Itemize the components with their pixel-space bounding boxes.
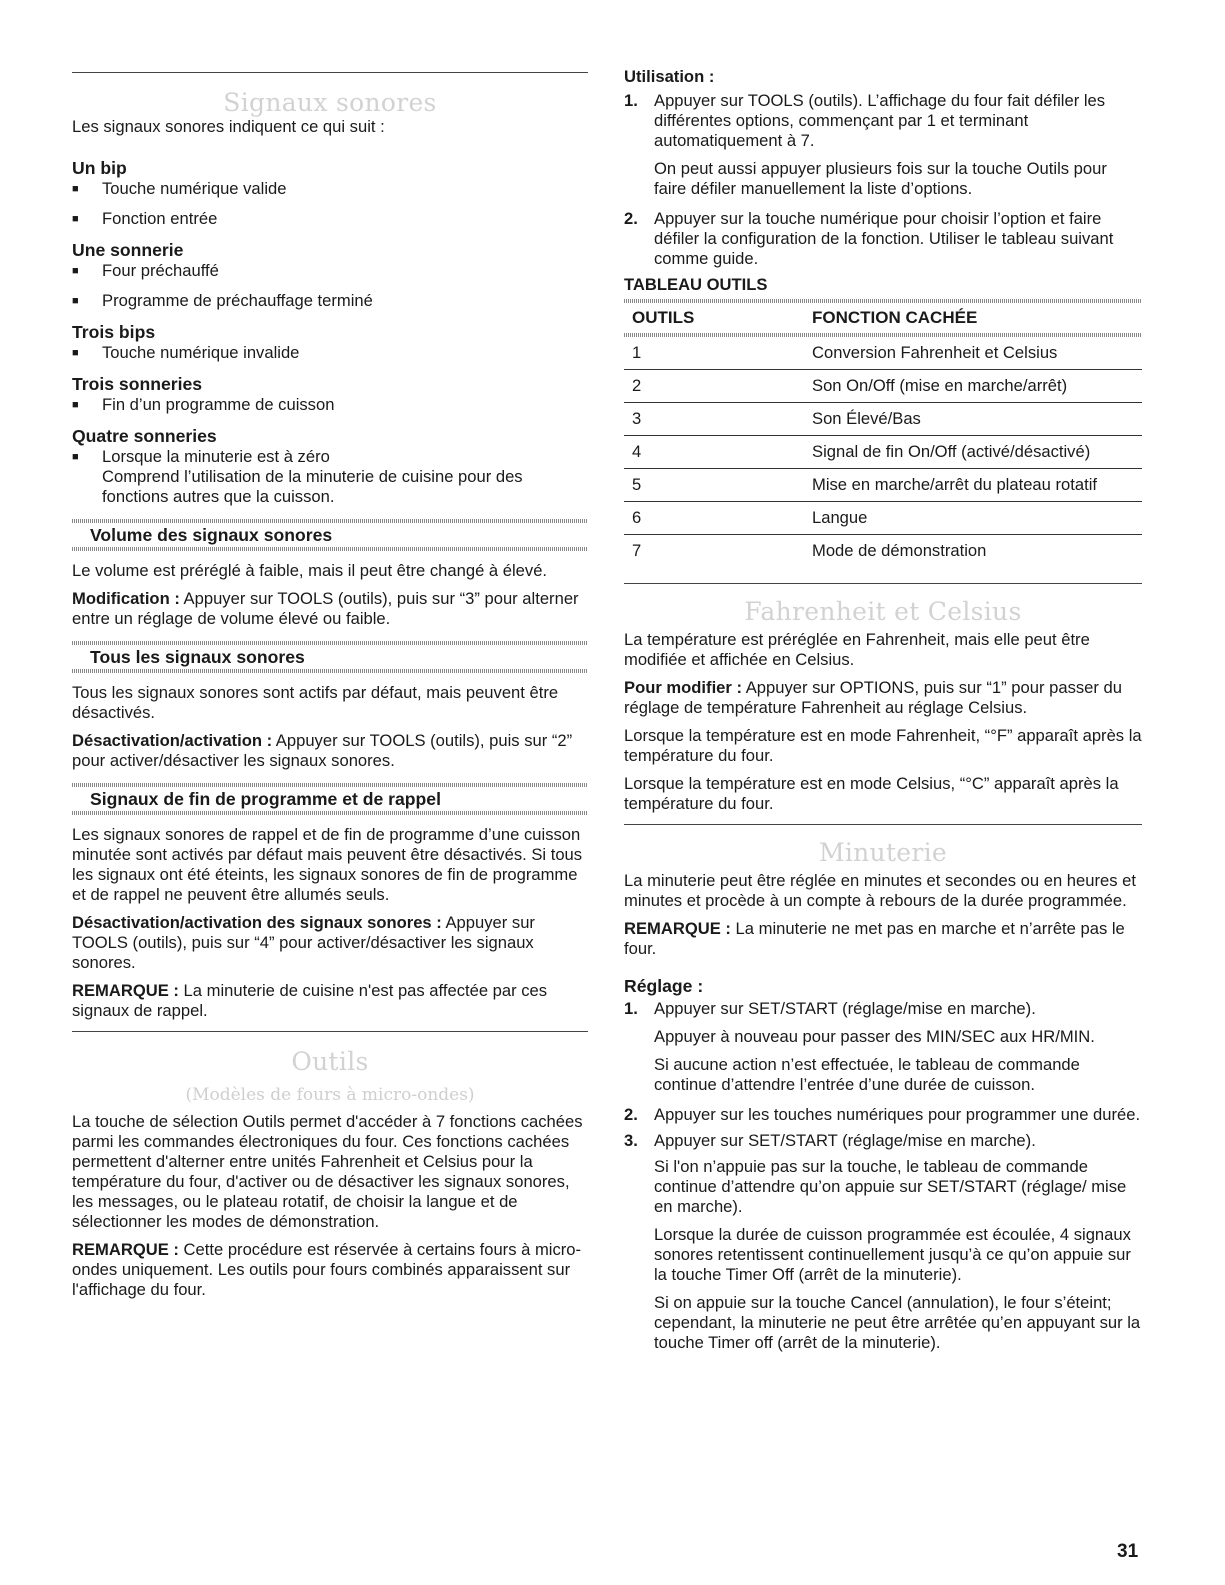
table-row	[624, 436, 1142, 469]
page-number: 31	[1117, 1541, 1139, 1562]
list-item: ■ Touche numérique invalide	[72, 343, 588, 363]
section-divider	[624, 583, 1142, 584]
bold-label: Désactivation/activation des signaux sonores :	[72, 913, 442, 932]
step-number: 1.	[624, 999, 638, 1018]
group-heading: Trois bips	[72, 322, 156, 342]
step-number: 1.	[624, 91, 638, 110]
table-cell: 4	[624, 436, 812, 469]
list-item: ■ Programme de préchauffage terminé	[72, 291, 588, 311]
fahrenheit-p2: Lorsque la température est en mode Fahrenheit, “°F” apparaît après la température du four.	[624, 726, 1142, 765]
tools-table-body	[624, 337, 1142, 567]
subsection-heading: Volume des signaux sonores	[90, 525, 333, 545]
column-header: FONCTION CACHÉE	[812, 308, 978, 327]
list-item: ■ Four préchauffé	[72, 261, 588, 281]
reglage-heading: Réglage :	[624, 976, 704, 996]
table-cell: Mode de démonstration	[812, 541, 987, 560]
outils-text: La touche de sélection Outils permet d'accéder à 7 fonctions cachées parmi les commandes électroniques du four. Ces fonctions cachées permettent d'alterner entre unités Fahrenheit et Celsius pour la température du four, d'activer ou de désactiver les signaux sonores, les messages, ou le plateau rotatif, de choisir la langue et de sélectionner les modes de démonstration.	[72, 1112, 583, 1231]
step-text: Appuyer sur TOOLS (outils). L’affichage du four fait défiler les différentes options, commençant par 1 et terminant automatiquement à 7.	[654, 91, 1106, 150]
list-item	[72, 447, 588, 507]
group-un-bip	[72, 157, 588, 229]
fahrenheit-text: La température est préréglée en Fahrenheit, mais elle peut être modifiée et affichée en Celsius.	[624, 630, 1090, 669]
section-title-outils: Outils	[291, 1047, 369, 1076]
step-number: 3.	[624, 1131, 638, 1150]
group-trois-bips	[72, 321, 588, 363]
bold-label: REMARQUE :	[72, 1240, 179, 1259]
table-row	[624, 403, 1142, 436]
step-subtext: On peut aussi appuyer plusieurs fois sur la touche Outils pour faire défiler manuellement la liste d’options.	[654, 159, 1107, 198]
table-cell: Son Élevé/Bas	[812, 403, 1142, 436]
step-subtext: Si aucune action n’est effectuée, le tableau de commande continue d’attendre l’entrée d’une durée de cuisson.	[654, 1055, 1080, 1094]
table-cell: 5	[624, 469, 812, 502]
section-divider	[624, 824, 1142, 825]
table-cell: 2	[624, 370, 812, 403]
table-cell: Conversion Fahrenheit et Celsius	[812, 337, 1142, 370]
section-divider	[72, 72, 588, 73]
label-text: Appuyer sur TOOLS (outils), puis sur “3” pour alterner entre un réglage de volume élevé ou faible.	[72, 589, 579, 628]
table-header-row	[624, 303, 1142, 333]
section-divider	[72, 1031, 588, 1032]
list-item-extra: Comprend l’utilisation de la minuterie de cuisine pour des fonctions autres que la cuisson.	[102, 467, 523, 506]
section-title-minuterie: Minuterie	[818, 838, 948, 867]
list-item-text: Lorsque la minuterie est à zéro	[102, 447, 330, 466]
boxed-heading-tous	[72, 641, 588, 673]
label-text: La minuterie de cuisine n'est pas affectée par ces signaux de rappel.	[72, 981, 548, 1020]
step-subtext: Si l'on n’appuie pas sur la touche, le tableau de commande continue d’attendre qu’on appuie sur SET/START (réglage/ mise en marche).	[654, 1157, 1127, 1216]
table-cell: 1	[624, 337, 812, 370]
step-item	[624, 91, 1142, 199]
table-cell: 6	[624, 502, 812, 535]
table-row	[624, 469, 1142, 502]
label-text: Appuyer sur OPTIONS, puis sur “1” pour passer du réglage de température Fahrenheit au réglage Celsius.	[624, 678, 1122, 717]
tous-text: Tous les signaux sonores sont actifs par défaut, mais peuvent être désactivés.	[72, 683, 559, 722]
table-caption: TABLEAU OUTILS	[624, 275, 768, 294]
label-text: Appuyer sur TOOLS (outils), puis sur “4” pour activer/désactiver les signaux sonores.	[72, 913, 535, 972]
section-title-fahrenheit: Fahrenheit et Celsius	[744, 597, 1022, 626]
rappel-text: Les signaux sonores de rappel et de fin de programme d’une cuisson minutée sont activés par défaut mais peuvent être désactivés. Si tous les signaux ont été éteints, les signaux sonores de fin de programme et de rappel ne peuvent être allumés seuls.	[72, 825, 583, 904]
volume-modification	[72, 589, 588, 629]
table-row	[624, 370, 1142, 403]
step-number: 2.	[624, 1105, 638, 1124]
group-heading: Un bip	[72, 158, 127, 178]
bold-label: Modification :	[72, 589, 180, 608]
step-subtext: Appuyer à nouveau pour passer des MIN/SEC aux HR/MIN.	[654, 1027, 1095, 1046]
group-une-sonnerie	[72, 239, 588, 311]
dotted-rule	[72, 669, 588, 673]
fahrenheit-modifier	[624, 678, 1142, 718]
table-row	[624, 535, 1142, 568]
list-item: ■ Fonction entrée	[72, 209, 588, 229]
step-item	[624, 999, 1142, 1095]
utilisation-steps	[624, 91, 1142, 269]
dotted-rule	[72, 547, 588, 551]
outils-note	[72, 1240, 588, 1300]
table-cell: Signal de fin On/Off (activé/désactivé)	[812, 436, 1142, 469]
section-title-signaux: Signaux sonores	[223, 88, 437, 117]
table-cell: Langue	[812, 502, 1142, 535]
boxed-heading-rappel	[72, 783, 588, 815]
section-subtitle-outils: (Modèles de fours à micro-ondes)	[185, 1085, 475, 1105]
step-item	[624, 1105, 1142, 1125]
list-item: ■ Fin d’un programme de cuisson	[72, 395, 588, 415]
fahrenheit-p3: Lorsque la température est en mode Celsius, “°C” apparaît après la température du four.	[624, 774, 1119, 813]
minuterie-note	[624, 919, 1142, 959]
utilisation-heading: Utilisation :	[624, 67, 715, 86]
left-column	[72, 0, 588, 1300]
group-trois-sonneries	[72, 373, 588, 415]
group-quatre-sonneries	[72, 425, 588, 507]
tous-activation	[72, 731, 588, 771]
step-text: Appuyer sur SET/START (réglage/mise en marche).	[654, 999, 1036, 1018]
tools-table	[624, 303, 1142, 333]
bold-label: REMARQUE :	[72, 981, 179, 1000]
step-subtext: Lorsque la durée de cuisson programmée est écoulée, 4 signaux sonores retentissent continuellement jusqu’à ce qu’on appuie sur la touche Timer Off (arrêt de la minuterie).	[654, 1225, 1131, 1284]
right-column	[624, 0, 1142, 1353]
subsection-heading: Signaux de fin de programme et de rappel	[90, 789, 441, 809]
table-cell: Mise en marche/arrêt du plateau rotatif	[812, 469, 1142, 502]
group-heading: Une sonnerie	[72, 240, 184, 260]
minuterie-text: La minuterie peut être réglée en minutes et secondes ou en heures et minutes et procède à un compte à rebours de la durée programmée.	[624, 871, 1136, 910]
step-text: Appuyer sur la touche numérique pour choisir l’option et faire défiler la configuration de la fonction. Utiliser le tableau suivant comme guide.	[654, 209, 1114, 268]
step-subtext: Si on appuie sur la touche Cancel (annulation), le four s’éteint; cependant, la minuterie ne peut être arrêtée qu’en appuyant sur la touche Timer off (arrêt de la minuterie).	[654, 1293, 1141, 1352]
rappel-activation	[72, 913, 588, 973]
label-text: Appuyer sur TOOLS (outils), puis sur “2” pour activer/désactiver les signaux sonores.	[72, 731, 573, 770]
step-number: 2.	[624, 209, 638, 228]
step-text: Appuyer sur les touches numériques pour programmer une durée.	[654, 1105, 1141, 1124]
signaux-intro: Les signaux sonores indiquent ce qui suit :	[72, 117, 385, 136]
subsection-heading: Tous les signaux sonores	[90, 647, 305, 667]
bold-label: REMARQUE :	[624, 919, 731, 938]
table-cell: 3	[624, 403, 812, 436]
table-cell: Son On/Off (mise en marche/arrêt)	[812, 370, 1142, 403]
group-heading: Trois sonneries	[72, 374, 203, 394]
step-item	[624, 1131, 1142, 1353]
column-header: OUTILS	[632, 308, 695, 327]
reglage-steps	[624, 999, 1142, 1353]
step-text: Appuyer sur SET/START (réglage/mise en marche).	[654, 1131, 1036, 1150]
bold-label: Pour modifier :	[624, 678, 743, 697]
table-cell: 7	[632, 541, 642, 560]
table-row	[624, 337, 1142, 370]
label-text: Cette procédure est réservée à certains fours à micro-ondes uniquement. Les outils pour fours combinés apparaissent sur l'affichage du four.	[72, 1240, 582, 1299]
list-item: ■ Touche numérique valide	[72, 179, 588, 199]
rappel-note	[72, 981, 588, 1021]
group-heading: Quatre sonneries	[72, 426, 217, 446]
table-row	[624, 502, 1142, 535]
boxed-heading-volume	[72, 519, 588, 551]
step-item	[624, 209, 1142, 269]
label-text: La minuterie ne met pas en marche et n’arrête pas le four.	[624, 919, 1125, 958]
bold-label: Désactivation/activation :	[72, 731, 273, 750]
dotted-rule	[72, 811, 588, 815]
volume-text: Le volume est préréglé à faible, mais il peut être changé à élevé.	[72, 561, 548, 580]
